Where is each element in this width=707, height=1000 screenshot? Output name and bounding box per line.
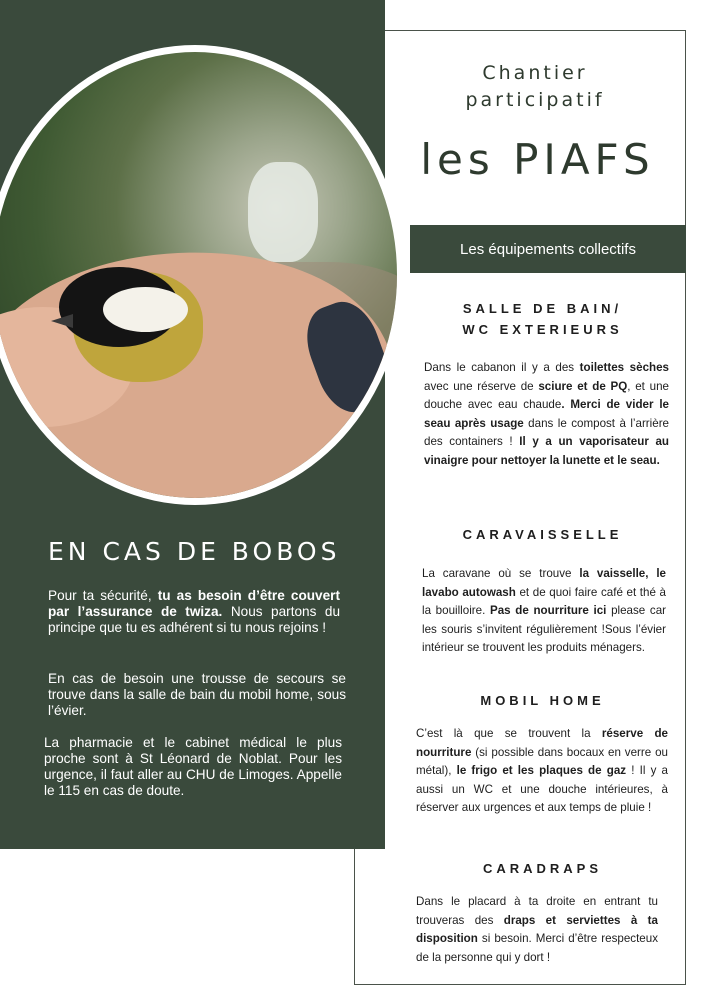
salle-b1: toilettes sèches <box>579 361 669 374</box>
salle-title-1: SALLE DE BAIN/ <box>462 301 623 316</box>
mobil-text <box>416 725 668 818</box>
caravaisselle-heading: CARAVAISSELLE <box>462 527 623 542</box>
mobil-p1: C’est là que se trouvent la <box>416 727 602 740</box>
salle-heading <box>400 298 685 340</box>
bobos-p1a: Pour ta sécurité, <box>48 588 158 603</box>
bobos-p2: En cas de besoin une trousse de secours se trouve dans la salle de bain du mobil home, sous l’évier. <box>48 671 346 718</box>
salle-b2: sciure et de PQ <box>538 379 628 393</box>
carav-p1: La caravane où se trouve <box>422 567 580 580</box>
carav-p2: et de quoi faire café et thé à la bouilloire. <box>422 585 666 618</box>
mobil-p2: (si possible dans bocaux en verre ou métal), <box>416 745 668 778</box>
kicker-line-2: participatif <box>465 89 605 111</box>
page-title: les PIAFS <box>420 135 655 184</box>
salle-title-2: WC EXTERIEURS <box>462 322 623 337</box>
carav-p3: please car les souris s’invitent régulièrement !Sous l’évier intérieur se trouvent les produits ménagers. <box>422 604 667 655</box>
bobos-title: EN CAS DE BOBOS <box>48 537 341 566</box>
carav-b2: Pas de nourriture ici <box>489 604 607 618</box>
bobos-p3: La pharmacie et le cabinet médical le plus proche sont à St Léonard de Noblat. Pour les urgence, il faut aller au CHU de Limoges. Appelle le 115 en cas de doute. <box>44 735 342 798</box>
bobos-p1c: Nous partons du principe que tu es adhérent si tu nous rejoins ! <box>48 604 341 635</box>
caravaisselle-text <box>422 565 666 658</box>
salle-p4: dans le compost à l’arrière des containers ! <box>424 416 669 449</box>
salle-b4: Il y a un vaporisateur au vinaigre pour nettoyer la lunette et le seau. <box>424 435 669 467</box>
caradraps-b1: draps et serviettes à ta disposition <box>416 913 658 946</box>
header-kicker <box>420 60 650 114</box>
bobos-p1 <box>48 588 340 636</box>
kicker-line-1: Chantier <box>482 62 588 84</box>
right-frame-corner <box>354 849 385 985</box>
salle-text <box>424 359 669 471</box>
section-band <box>410 225 686 273</box>
salle-p3: , et une douche avec eau chaude <box>424 379 669 412</box>
bobos-p1b: tu as besoin d’être couvert par l’assurance de twiza. <box>48 588 340 619</box>
mobil-p3: ! Il y a aussi un WC et une douche intérieures, à réserver aux urgences et aux temps de pluie ! <box>416 764 668 815</box>
bird-in-hand-photo <box>0 45 404 505</box>
band-label: Les équipements collectifs <box>460 240 636 258</box>
salle-p1: Dans le cabanon il y a des <box>424 361 580 374</box>
mobil-b1: réserve de nourriture <box>416 727 668 759</box>
salle-p2: avec une réserve de <box>424 379 539 393</box>
caradraps-p1: Dans le placard à ta droite en entrant tu trouveras des <box>416 895 658 927</box>
caradraps-p2: si besoin. Merci d’être respecteux de la personne qui y dort ! <box>416 932 658 964</box>
mobil-heading: MOBIL HOME <box>480 693 605 708</box>
carav-b1: la vaisselle, le lavabo autowash <box>422 567 667 599</box>
mobil-b2: le frigo et les plaques de gaz <box>456 764 627 778</box>
caradraps-heading: CARADRAPS <box>482 861 603 876</box>
salle-b3: . Merci de vider le seau après usage <box>424 398 669 430</box>
caradraps-text <box>416 893 658 967</box>
